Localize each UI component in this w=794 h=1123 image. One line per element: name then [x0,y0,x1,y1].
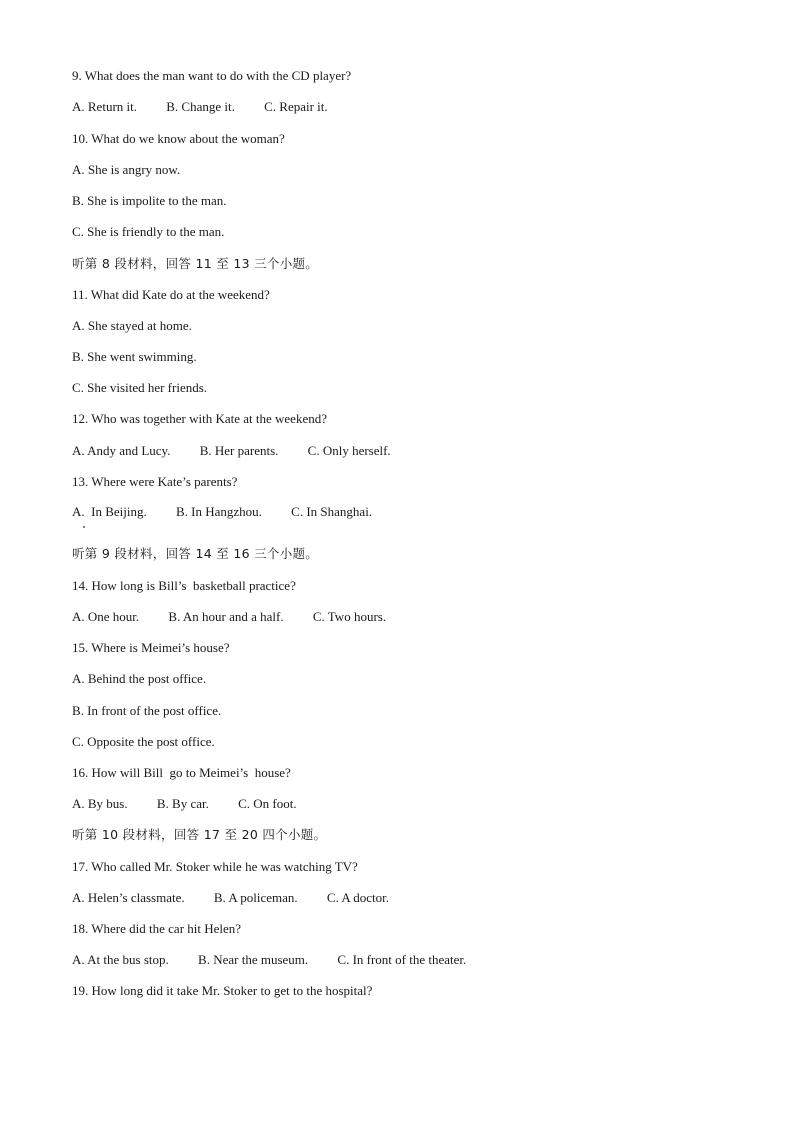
options-14: A. One hour. B. An hour and a half. C. Two hours. [72,609,387,624]
options-18: A. At the bus stop. B. Near the museum. C. In front of the theater. [72,952,467,967]
question-15: 15. Where is Meimei’s house? [72,640,230,655]
option-10c: C. She is friendly to the man. [72,224,225,239]
option-10a: A. She is angry now. [72,162,181,177]
question-16: 16. How will Bill go to Meimei’s house? [72,765,291,780]
question-13: 13. Where were Kate’s parents? [72,474,238,489]
options-12: A. Andy and Lucy. B. Her parents. C. Only herself. [72,443,391,458]
options-17: A. Helen’s classmate. B. A policeman. C. A doctor. [72,890,390,905]
options-9: A. Return it. B. Change it. C. Repair it. [72,99,328,114]
option-11c: C. She visited her friends. [72,380,208,395]
question-17: 17. Who called Mr. Stoker while he was watching TV? [72,859,358,874]
question-14: 14. How long is Bill’s basketball practice? [72,578,296,593]
question-9: 9. What does the man want to do with the CD player? [72,68,352,83]
option-15a: A. Behind the post office. [72,671,207,686]
options-13: A. In Beijing. B. In Hangzhou. C. In Shanghai. [72,504,373,519]
options-16: A. By bus. B. By car. C. On foot. [72,796,297,811]
question-19: 19. How long did it take Mr. Stoker to get to the hospital? [72,983,373,998]
question-11: 11. What did Kate do at the weekend? [72,287,270,302]
question-12: 12. Who was together with Kate at the weekend? [72,411,327,426]
section-heading-10: 听第 10 段材料，回答 17 至 20 四个小题。 [72,827,327,842]
stray-dot [83,526,85,528]
question-10: 10. What do we know about the woman? [72,131,285,146]
option-11a: A. She stayed at home. [72,318,192,333]
option-11b: B. She went swimming. [72,349,197,364]
option-15c: C. Opposite the post office. [72,734,215,749]
option-15b: B. In front of the post office. [72,703,222,718]
section-heading-8: 听第 8 段材料，回答 11 至 13 三个小题。 [72,256,319,271]
section-heading-9: 听第 9 段材料，回答 14 至 16 三个小题。 [72,546,319,561]
question-18: 18. Where did the car hit Helen? [72,921,242,936]
option-10b: B. She is impolite to the man. [72,193,227,208]
